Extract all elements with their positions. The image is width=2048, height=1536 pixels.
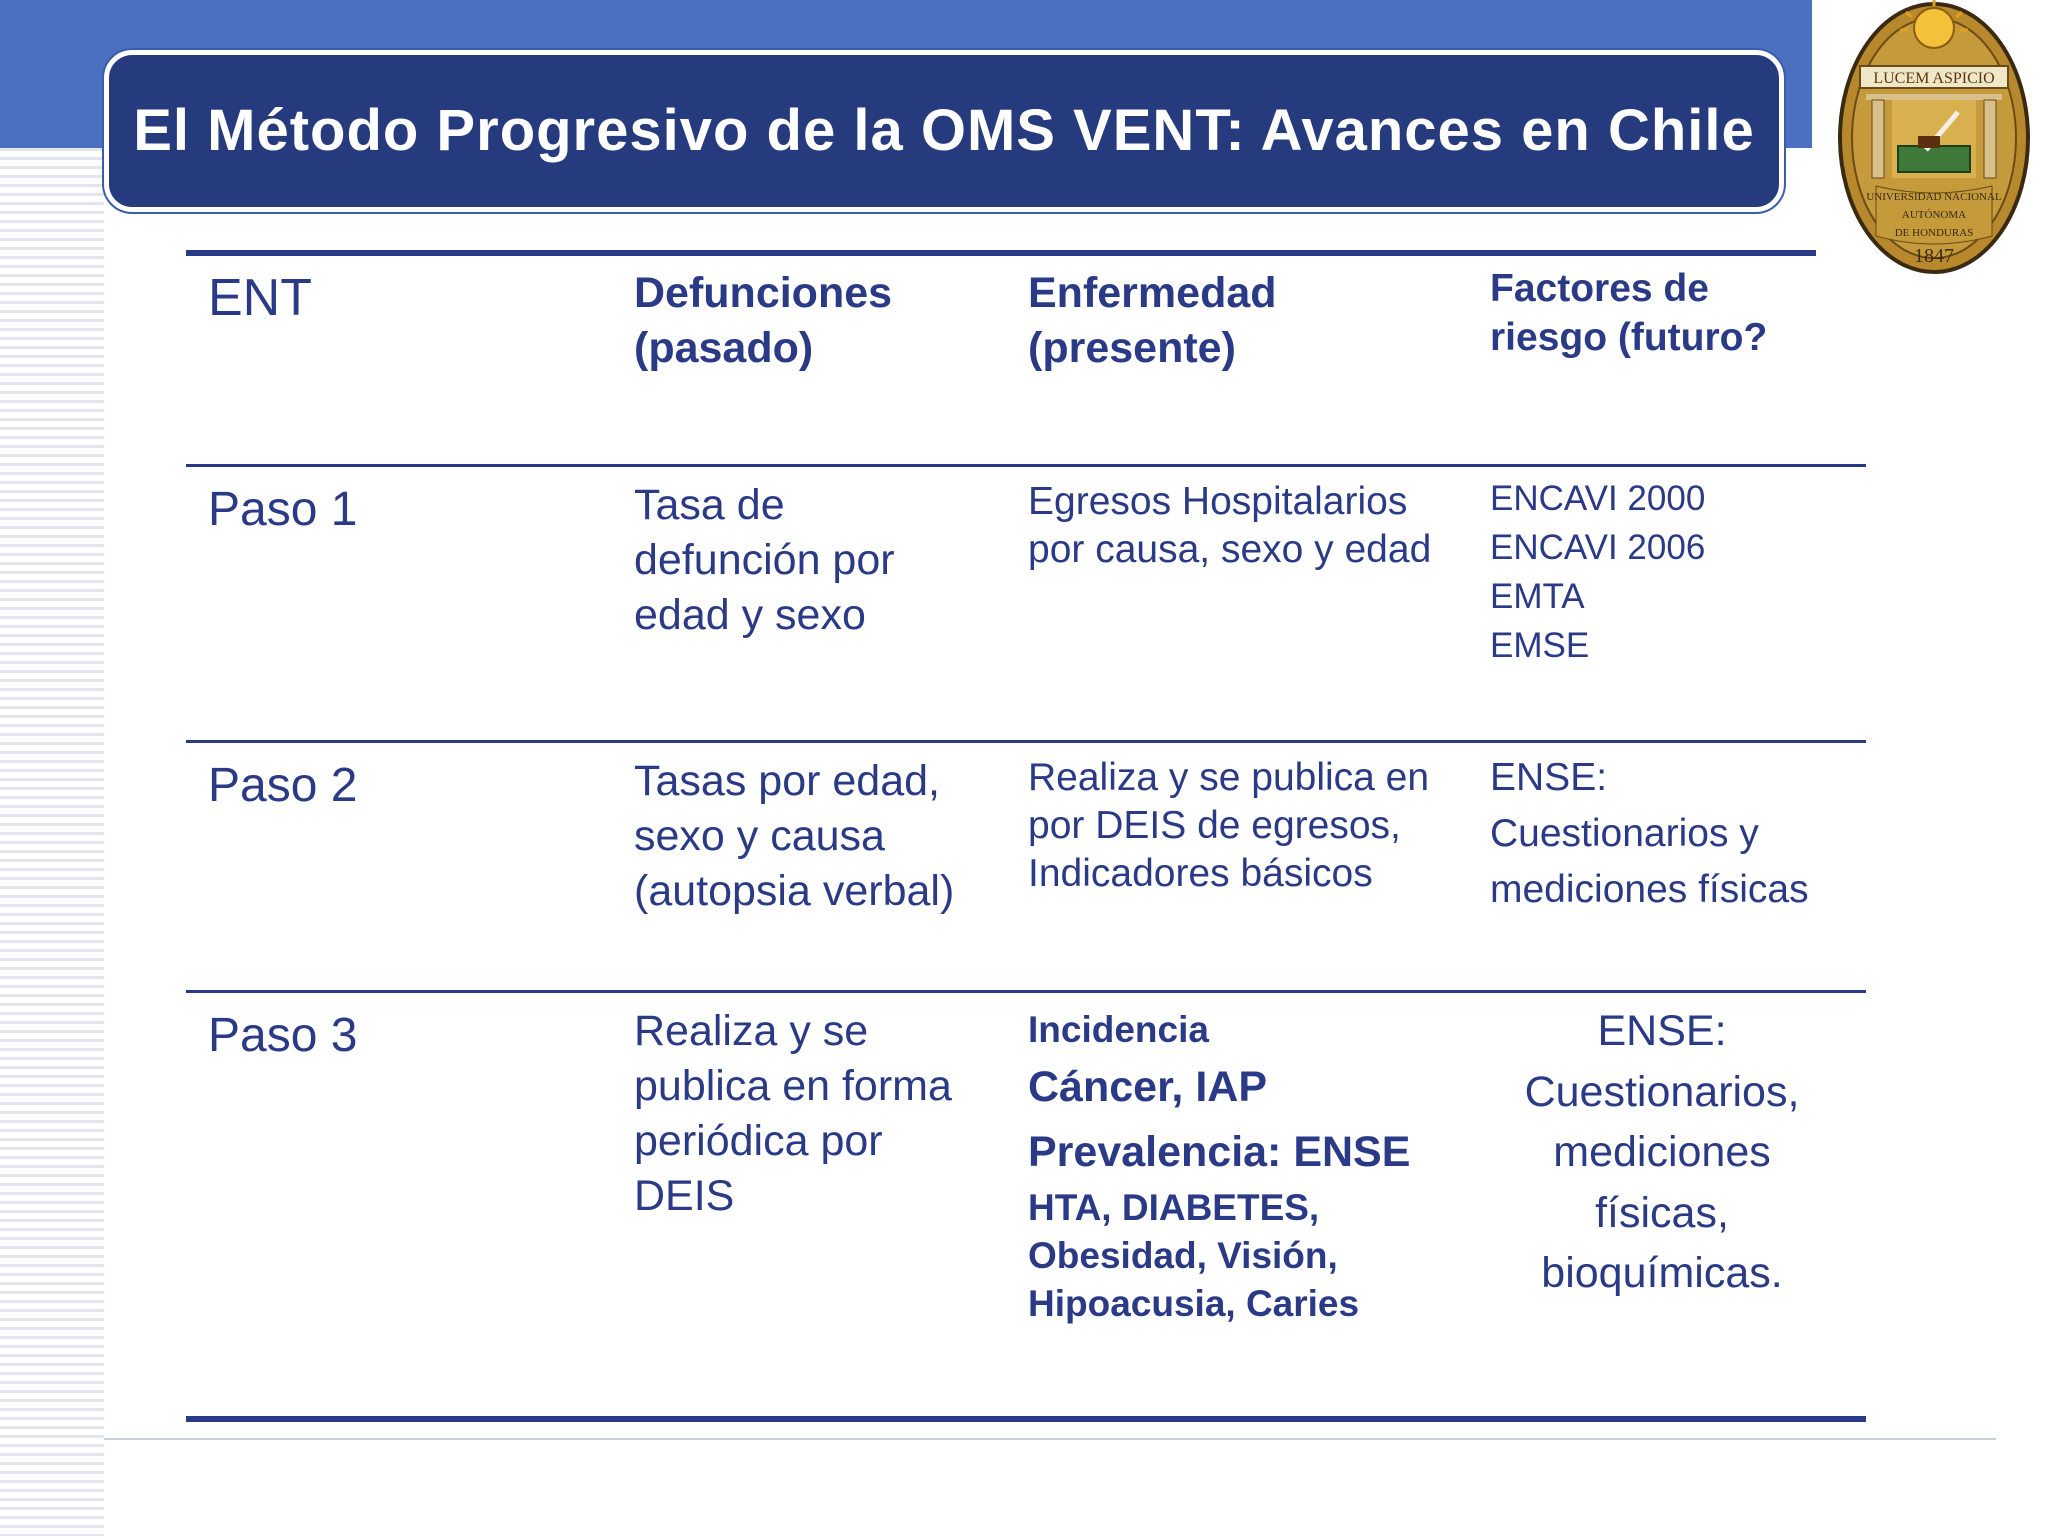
footer-divider xyxy=(104,1438,1996,1440)
paso1-fac-item: ENCAVI 2000 xyxy=(1490,479,1706,518)
paso1-defunciones xyxy=(634,478,895,643)
seal-motto: LUCEM ASPICIO xyxy=(1873,70,1995,87)
paso2-enf-line: Indicadores básicos xyxy=(1028,852,1373,895)
paso3-def-line: DEIS xyxy=(634,1172,735,1220)
header-enf-line1: Enfermedad xyxy=(1028,269,1277,317)
slide-title: El Método Progresivo de la OMS VENT: Avances en Chile xyxy=(133,98,1755,163)
paso1-fac-item: ENCAVI 2006 xyxy=(1490,528,1706,567)
paso1-enfermedad xyxy=(1028,478,1431,574)
paso3-enfermedad xyxy=(1028,1006,1410,1328)
header-factores xyxy=(1490,264,1767,362)
paso2-factores xyxy=(1490,750,1809,918)
paso3-def-line: publica en forma xyxy=(634,1062,952,1110)
paso2-enf-line: por DEIS de egresos, xyxy=(1028,804,1401,847)
paso3-factores xyxy=(1470,1004,1854,1301)
paso3-fac-line: físicas, xyxy=(1595,1189,1729,1237)
seal-year: 1847 xyxy=(1914,245,1954,267)
university-seal-logo xyxy=(1836,0,2032,276)
paso2-def-line: sexo y causa xyxy=(634,812,885,860)
paso2-fac-line: mediciones físicas xyxy=(1490,868,1809,911)
paso2-fac-line: ENSE: xyxy=(1490,756,1608,799)
seal-institution-line2: AUTÓNOMA xyxy=(1901,209,1967,221)
seal-institution-line3: DE HONDURAS xyxy=(1894,227,1974,239)
paso3-fac-line: mediciones xyxy=(1553,1128,1771,1176)
header-fac-line2: riesgo (futuro? xyxy=(1490,316,1768,359)
paso2-enfermedad xyxy=(1028,754,1429,898)
paso3-defunciones xyxy=(634,1004,952,1224)
paso2-def-line: (autopsia verbal) xyxy=(634,867,955,915)
header-enf-line2: (presente) xyxy=(1028,324,1236,372)
paso2-enf-line: Realiza y se publica en xyxy=(1028,756,1430,799)
paso3-fac-line: Cuestionarios, xyxy=(1524,1068,1800,1116)
paso3-def-line: periódica por xyxy=(634,1117,883,1165)
row-label-paso3: Paso 3 xyxy=(208,1009,358,1062)
header-enfermedad xyxy=(1028,266,1277,376)
paso1-def-line: defunción por xyxy=(634,536,895,584)
paso2-def-line: Tasas por edad, xyxy=(634,757,940,805)
table-top-rule xyxy=(186,250,1816,256)
paso3-incidencia: Incidencia xyxy=(1028,1009,1209,1050)
decorative-stripes xyxy=(0,148,104,1536)
header-def-line2: (pasado) xyxy=(634,324,814,372)
paso3-enf-list-line: HTA, DIABETES, xyxy=(1028,1187,1320,1228)
paso1-factores xyxy=(1490,474,1705,670)
header-def-line1: Defunciones xyxy=(634,269,893,317)
seal-institution-line1: UNIVERSIDAD NACIONAL xyxy=(1866,191,2002,203)
paso3-enf-list-line: Obesidad, Visión, xyxy=(1028,1235,1338,1276)
paso1-enf-line: Egresos Hospitalarios xyxy=(1028,480,1408,523)
paso3-prevalencia: Prevalencia: ENSE xyxy=(1028,1128,1411,1176)
header-fac-line1: Factores de xyxy=(1490,267,1709,310)
header-ent: ENT xyxy=(208,269,312,327)
paso2-defunciones xyxy=(634,754,954,919)
paso3-cancer: Cáncer, IAP xyxy=(1028,1063,1267,1111)
paso3-enf-list-line: Hipoacusia, Caries xyxy=(1028,1283,1360,1324)
header-defunciones xyxy=(634,266,892,376)
paso1-enf-line: por causa, sexo y edad xyxy=(1028,528,1432,571)
paso1-def-line: Tasa de xyxy=(634,481,785,529)
paso2-fac-line: Cuestionarios y xyxy=(1490,812,1759,855)
title-banner xyxy=(104,50,1784,212)
row-label-paso2: Paso 2 xyxy=(208,759,358,812)
row-divider-3 xyxy=(186,990,1866,993)
paso1-def-line: edad y sexo xyxy=(634,591,866,639)
row-label-paso1: Paso 1 xyxy=(208,483,358,536)
paso1-fac-item: EMSE xyxy=(1490,626,1590,665)
paso1-fac-item: EMTA xyxy=(1490,577,1585,616)
paso3-fac-line: ENSE: xyxy=(1597,1007,1727,1055)
paso3-fac-line: bioquímicas. xyxy=(1541,1249,1783,1297)
row-divider-2 xyxy=(186,740,1866,743)
table-bottom-rule xyxy=(186,1416,1866,1422)
paso3-def-line: Realiza y se xyxy=(634,1007,869,1055)
row-divider-1 xyxy=(186,464,1866,467)
